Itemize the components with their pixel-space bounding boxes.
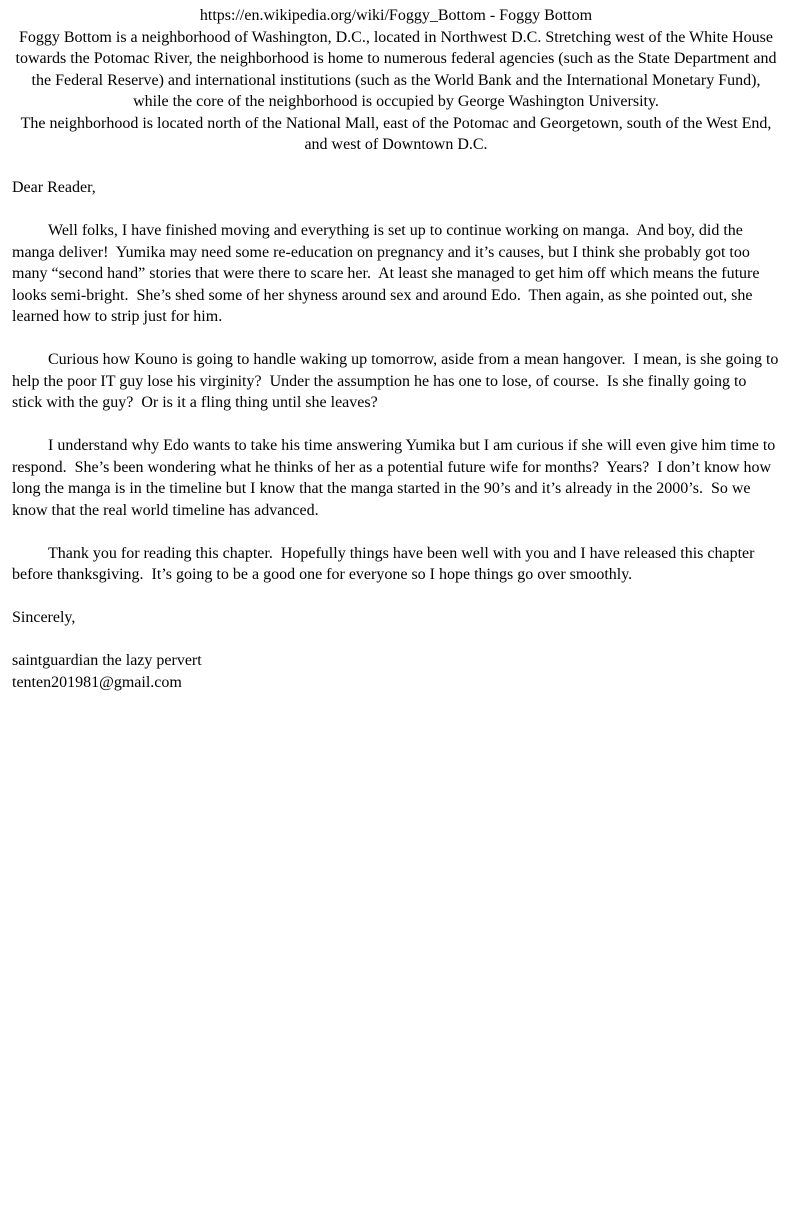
letter-paragraph-2: Curious how Kouno is going to handle waking up tomorrow, aside from a mean hangover. I mean, is she going to help the poor IT guy lose his virginity? Under the assumption he has one to lose, of course. Is she finally going to stick with the guy? Or is it a fling thing until she leaves? [12,351,783,411]
signature-email: tenten201981@gmail.com [12,673,182,691]
excerpt-paragraph-2: The neighborhood is located north of the National Mall, east of the Potomac and Georgetown, south of the West End, and west of Downtown D.C. [20,114,776,153]
article-excerpt [12,5,780,156]
reader-letter [12,177,783,693]
salutation: Dear Reader, [12,179,96,196]
excerpt-paragraph-1: Foggy Bottom is a neighborhood of Washington, D.C., located in Northwest D.C. Stretching west of the White House towards the Potomac River, the neighborhood is home to numerous federal agencies (such as the State Department and the Federal Reserve) and international institutions (such as the World Bank and the International Monetary Fund), while the core of the neighborhood is occupied by George Washington University. [15,28,781,110]
signature-block [12,650,780,693]
source-url-line: https://en.wikipedia.org/wiki/Foggy_Bottom - Foggy Bottom [199,7,593,24]
closing: Sincerely, [12,609,76,626]
letter-paragraph-3: I understand why Edo wants to take his time answering Yumika but I am curious if she will even give him time to respond. She’s been wondering what he thinks of her as a potential future wife for months? Years? I don’t know how long the manga is in the timeline but I know that the manga started in the 90’s and it’s already in the 2000’s. So we know that the real world timeline has advanced. [12,437,780,519]
letter-paragraph-4: Thank you for reading this chapter. Hopefully things have been well with you and I have released this chapter before thanksgiving. It’s going to be a good one for everyone so I hope things go over smoothly. [12,544,759,583]
letter-paragraph-1: Well folks, I have finished moving and everything is set up to continue working on manga. And boy, did the manga deliver! Yumika may need some re-education on pregnancy and it’s causes, but I think she probably got too many “second hand” stories that were there to scare her. At least she managed to get him off which means the future looks semi-bright. She’s shed some of her shyness around sex and around Edo. Then again, as she pointed out, she learned how to strip just for him. [12,222,764,325]
signature-name: saintguardian the lazy pervert [12,652,202,669]
